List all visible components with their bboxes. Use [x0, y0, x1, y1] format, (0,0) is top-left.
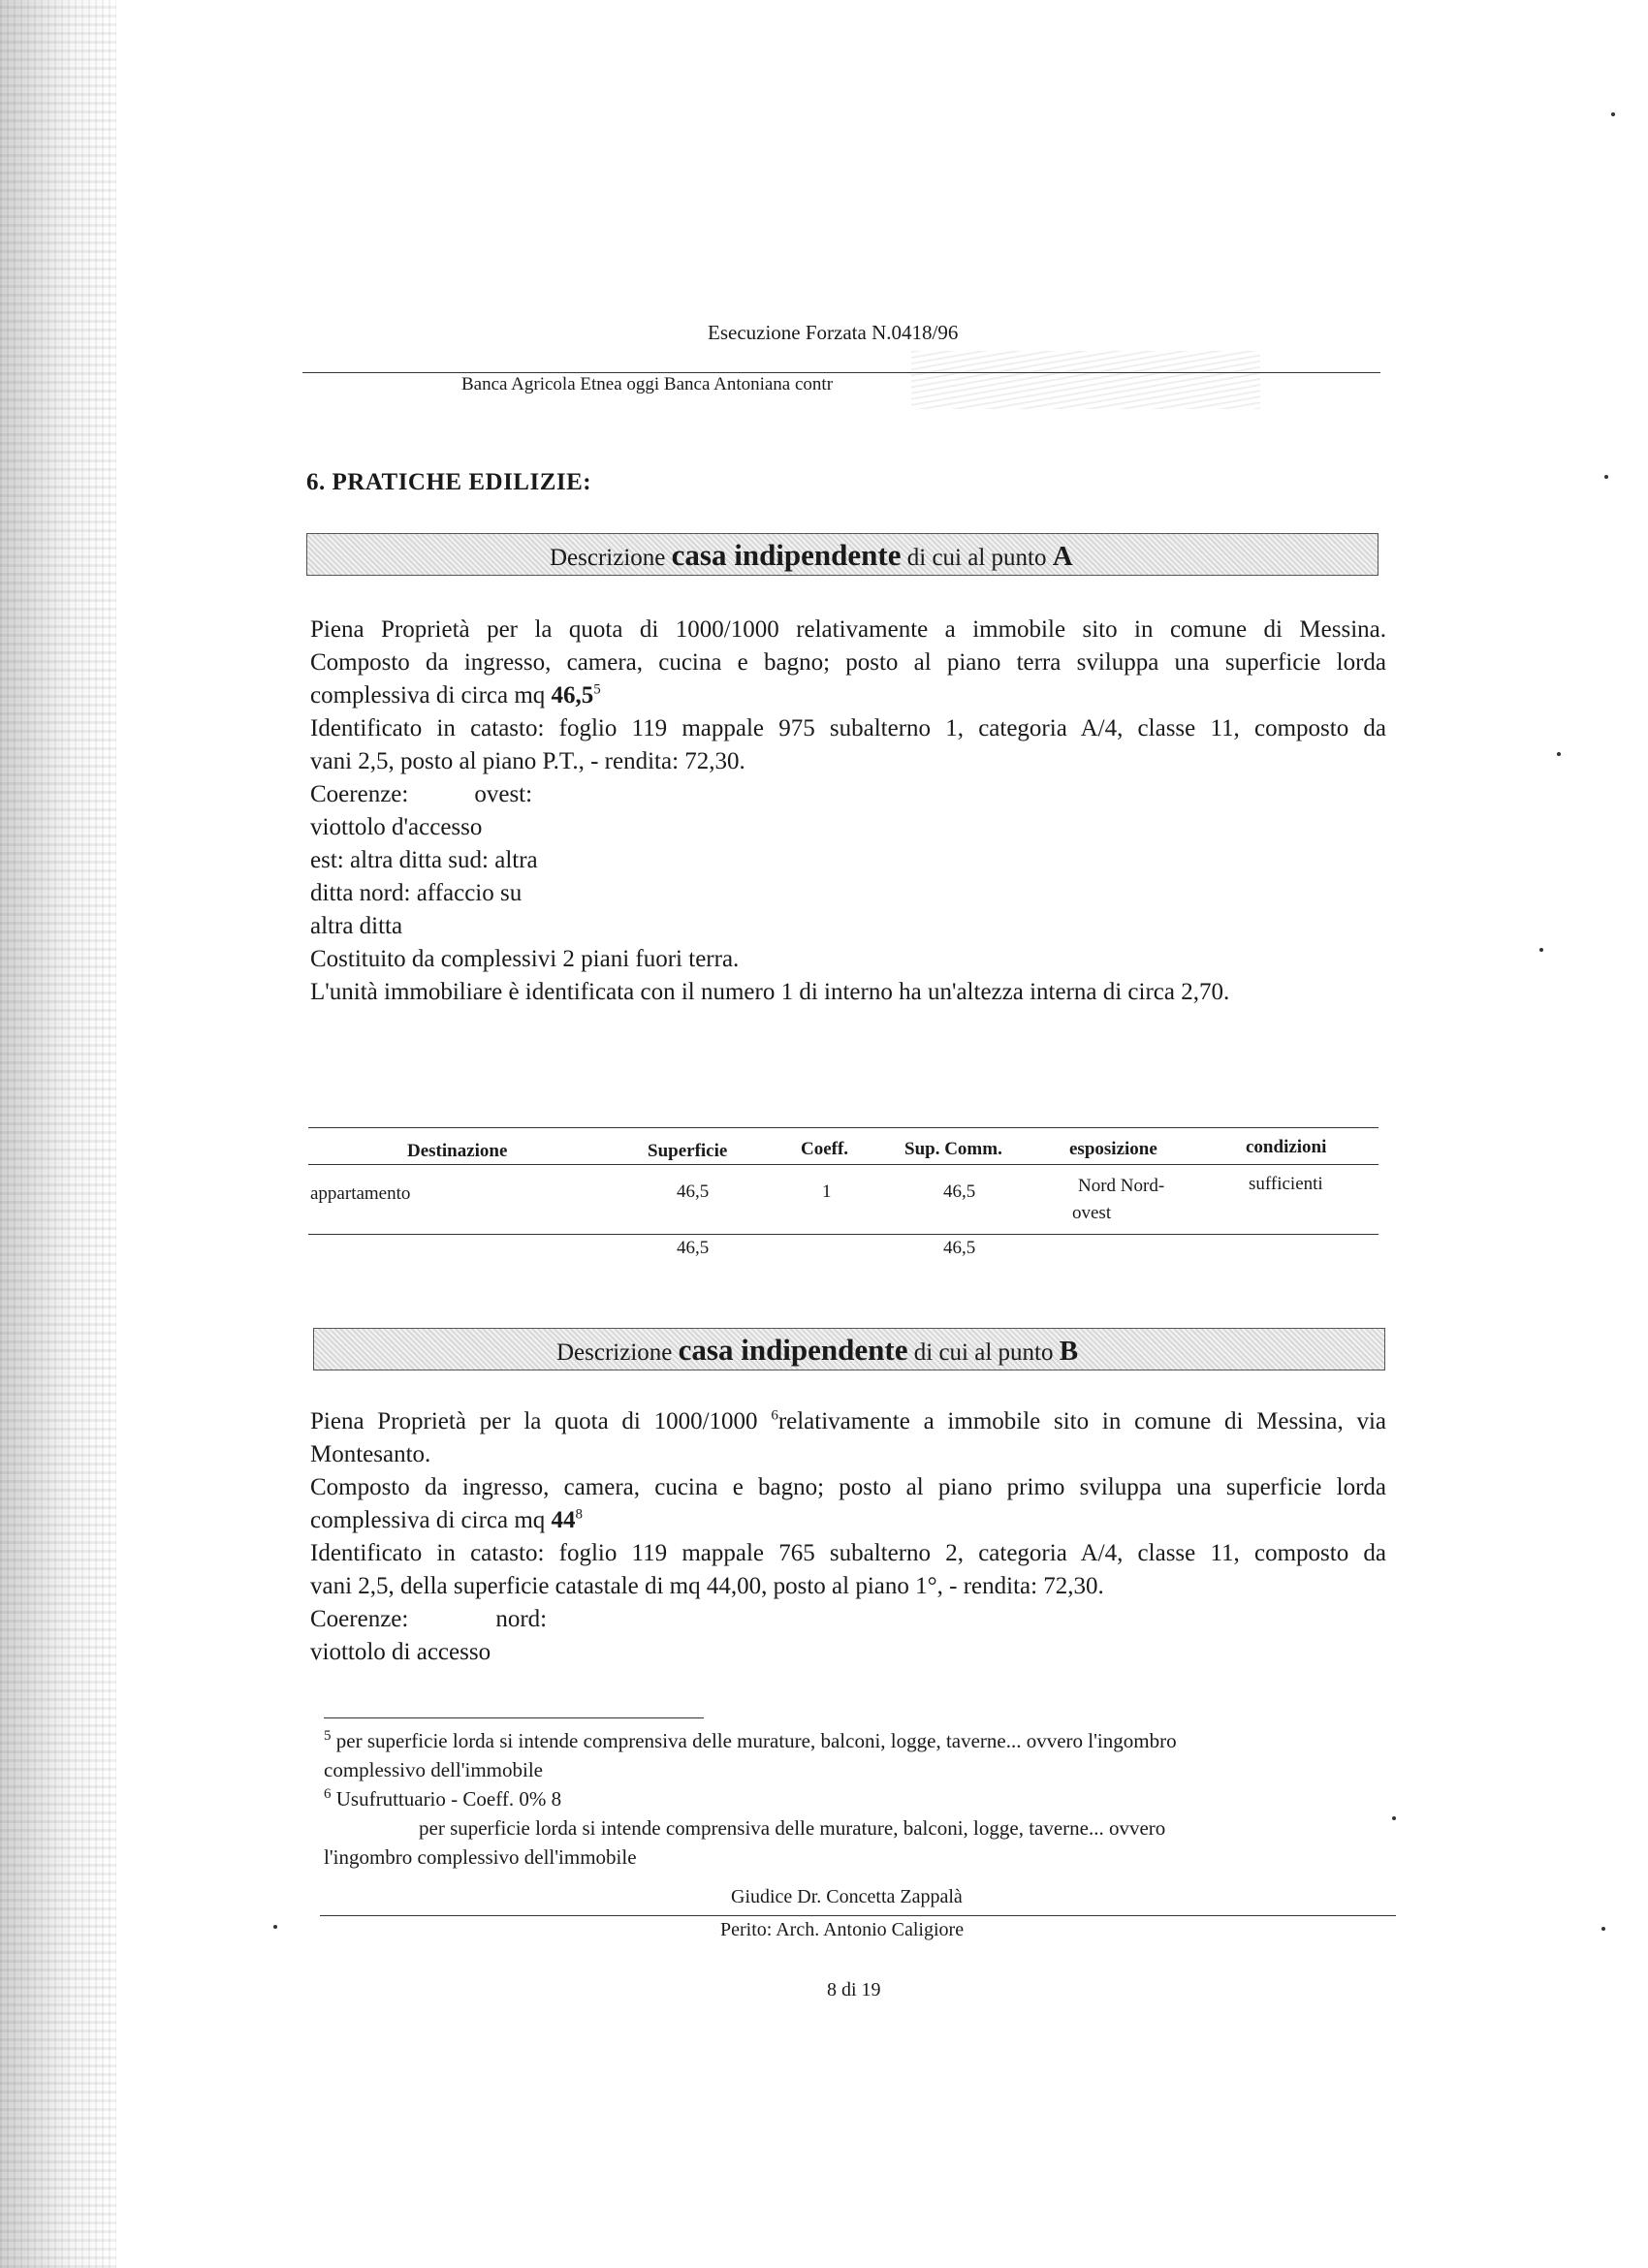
footer-perito: Perito: Arch. Antonio Caligiore	[720, 1919, 965, 1940]
description-letter: A	[1052, 541, 1073, 572]
para-a-line-6	[310, 778, 1386, 811]
description-box-a	[306, 533, 1379, 576]
description-prefix: Descrizione	[556, 1339, 673, 1366]
description-box-a-text	[550, 538, 1073, 573]
para-a-line-2: Composto da ingresso, camera, cucina e bagno; posto al piano terra sviluppa una superficie lorda	[310, 649, 1386, 676]
section-title: 6. PRATICHE EDILIZIE:	[306, 469, 592, 495]
paragraph-b	[310, 1405, 1386, 1669]
total-superficie: 46,5	[677, 1238, 710, 1258]
footnote-5-number: 5	[324, 1728, 332, 1744]
footnote-6-number: 6	[324, 1786, 332, 1802]
area-value-a: 46,5	[551, 682, 594, 709]
description-highlight: casa indipendente	[678, 1333, 908, 1367]
description-box-b-text	[556, 1333, 1078, 1368]
th-destinazione: Destinazione	[407, 1141, 508, 1161]
para-b-line-7	[310, 1603, 1386, 1636]
footnote-rule	[324, 1717, 704, 1718]
th-condizioni: condizioni	[1246, 1137, 1327, 1157]
cell-condizioni: sufficienti	[1249, 1174, 1323, 1194]
para-a-line-4: Identificato in catasto: foglio 119 mappale 975 subalterno 1, categoria A/4, classe 11, composto da	[310, 715, 1386, 741]
footnote-5-line-2: complessivo dell'immobile	[324, 1758, 544, 1781]
para-a-line-10: altra ditta	[310, 913, 403, 939]
description-letter: B	[1059, 1336, 1079, 1367]
para-a-line-11: Costituito da complessivi 2 piani fuori terra.	[310, 946, 740, 972]
description-suffix: di cui al punto	[913, 1339, 1054, 1366]
header-title: Esecuzione Forzata N.0418/96	[708, 321, 959, 344]
para-b-line-4-text: complessiva di circa mq	[310, 1507, 552, 1533]
th-sup-comm: Sup. Comm.	[904, 1139, 1002, 1159]
para-a-line-3	[310, 679, 1386, 712]
description-box-b	[313, 1328, 1385, 1370]
footnote-5-line-1	[324, 1726, 1390, 1755]
footnotes	[324, 1726, 1390, 1872]
description-highlight: casa indipendente	[671, 538, 902, 572]
coerenze-value: ovest:	[474, 781, 533, 807]
footnote-ref-5: 5	[593, 681, 601, 698]
para-b-line-1-a: Piena Proprietà per la quota di 1000/1000	[310, 1408, 772, 1434]
footnote-6-text: Usufruttuario - Coeff. 0% 8	[335, 1787, 562, 1811]
para-a-line-5: vani 2,5, posto al piano P.T., - rendita: 72,30.	[310, 748, 745, 774]
description-suffix: di cui al punto	[906, 545, 1047, 571]
scan-speck	[273, 1925, 277, 1929]
para-b-line-5: Identificato in catasto: foglio 119 mappale 765 subalterno 2, categoria A/4, classe 11, composto da	[310, 1540, 1386, 1566]
scan-speck	[1604, 475, 1608, 479]
cell-sup-comm: 46,5	[943, 1181, 976, 1202]
scan-speck	[1611, 112, 1615, 116]
scan-speck	[1557, 752, 1561, 756]
cell-coeff: 1	[822, 1181, 832, 1202]
para-a-line-8: est: altra ditta sud: altra	[310, 847, 538, 873]
para-b-line-4	[310, 1504, 1386, 1537]
footnote-8-line-2: l'ingombro complessivo dell'immobile	[324, 1845, 637, 1869]
page-number: 8 di 19	[827, 1979, 881, 2000]
coerenze-label: Coerenze:	[310, 1606, 409, 1632]
cell-superficie: 46,5	[677, 1181, 710, 1202]
cell-esposizione-2: ovest	[1072, 1203, 1112, 1223]
th-superficie: Superficie	[648, 1141, 728, 1161]
scan-speck	[1539, 948, 1543, 952]
para-b-line-1-b: relativamente a immobile sito in comune di Messina, via	[777, 1408, 1387, 1434]
para-a-line-7: viottolo d'accesso	[310, 814, 483, 840]
header-rule	[302, 372, 1380, 373]
table-header-rule	[308, 1164, 1379, 1165]
area-value-b: 44	[551, 1507, 576, 1533]
para-b-line-1	[310, 1405, 1386, 1438]
footnote-ref-8: 8	[575, 1506, 584, 1523]
para-b-line-8: viottolo di accesso	[310, 1639, 491, 1665]
footer-judge: Giudice Dr. Concetta Zappalà	[731, 1886, 963, 1907]
th-coeff: Coeff.	[801, 1139, 849, 1159]
scan-edge-noise	[0, 0, 116, 2268]
para-a-line-3-text: complessiva di circa mq	[310, 682, 552, 709]
scan-speck	[1392, 1816, 1396, 1820]
footnote-ref-6: 6	[771, 1407, 778, 1424]
th-esposizione: esposizione	[1069, 1139, 1157, 1159]
coerenze-value: nord:	[495, 1606, 548, 1632]
footnote-8-line-1: per superficie lorda si intende comprensiva delle murature, balconi, logge, taverne... ovvero	[419, 1816, 1166, 1840]
para-b-line-3: Composto da ingresso, camera, cucina e bagno; posto al piano primo sviluppa una superficie lorda	[310, 1474, 1386, 1500]
description-prefix: Descrizione	[550, 545, 666, 571]
para-a-line-12: L'unità immobiliare è identificata con il numero 1 di interno ha un'altezza interna di circa 2,70.	[310, 979, 1230, 1005]
cell-esposizione-1: Nord Nord-	[1078, 1176, 1165, 1196]
cell-destinazione: appartamento	[310, 1183, 411, 1204]
header-subtitle: Banca Agricola Etnea oggi Banca Antoniana contr	[461, 374, 834, 394]
coerenze-label: Coerenze:	[310, 781, 409, 807]
scan-speck	[1601, 1927, 1605, 1931]
footnote-5-text: per superficie lorda si intende comprensiva delle murature, balconi, logge, taverne... ovvero l'ingombro	[335, 1729, 1177, 1752]
footer-rule	[320, 1915, 1396, 1916]
table-bottom-rule	[308, 1234, 1379, 1235]
total-sup-comm: 46,5	[943, 1238, 976, 1258]
para-b-line-2: Montesanto.	[310, 1441, 431, 1467]
footnote-6-line	[324, 1784, 1390, 1813]
table-top-rule	[308, 1127, 1379, 1128]
para-a-line-9: ditta nord: affaccio su	[310, 880, 523, 906]
paragraph-a	[310, 614, 1386, 1009]
para-a-line-1: Piena Proprietà per la quota di 1000/1000 relativamente a immobile sito in comune di Messina.	[310, 616, 1386, 643]
scan-smudge	[911, 351, 1260, 409]
para-b-line-6: vani 2,5, della superficie catastale di mq 44,00, posto al piano 1°, - rendita: 72,30.	[310, 1573, 1104, 1599]
